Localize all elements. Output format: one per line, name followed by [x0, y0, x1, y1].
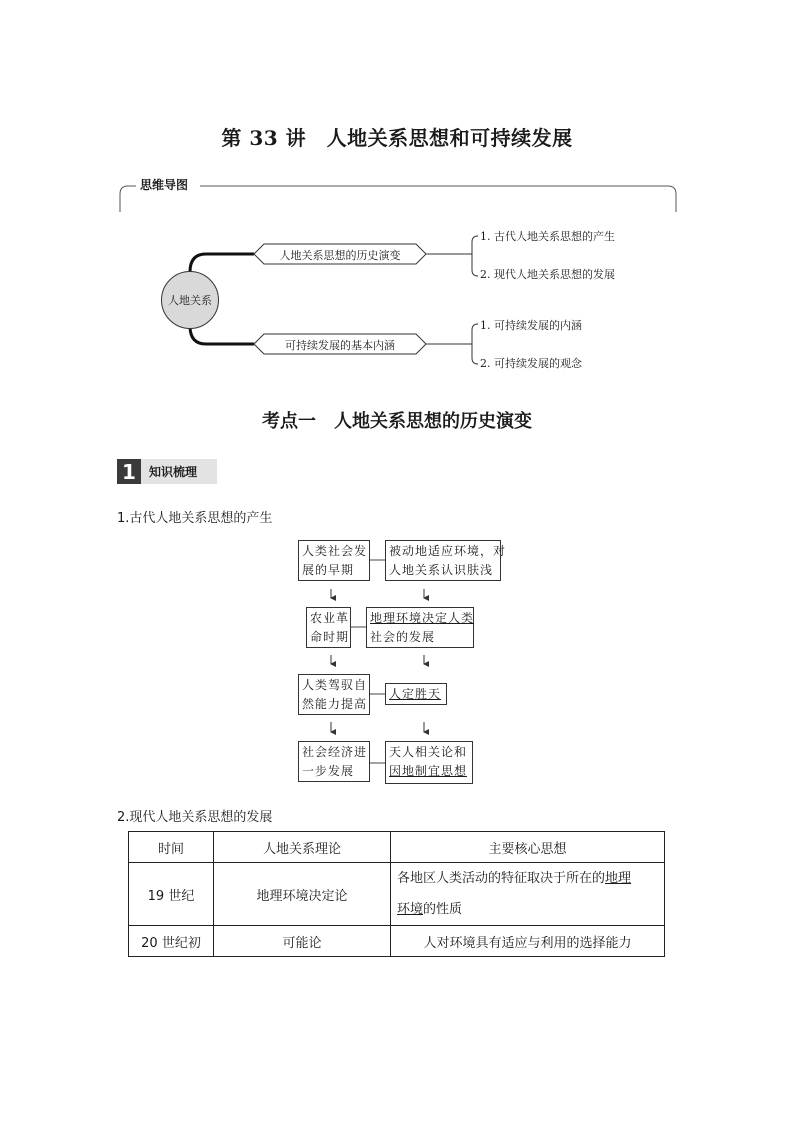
table-cell: 可能论	[214, 926, 391, 957]
branch-label-sustain: 可持续发展的基本内涵	[285, 338, 395, 352]
table-header: 时间	[129, 832, 214, 863]
mindmap-center: 人地关系	[161, 271, 219, 329]
leaf-item: 1. 可持续发展的内涵	[480, 319, 582, 332]
page-title: 第 33 讲 人地关系思想和可持续发展	[221, 126, 573, 150]
flow-right-box: 人定胜天	[385, 683, 447, 705]
flow-right-box: 地理环境决定人类 社会的发展	[366, 607, 474, 648]
table-cell: 20 世纪初	[129, 926, 214, 957]
flow-left-box: 社会经济进 一步发展	[298, 741, 370, 782]
table-row	[129, 863, 665, 926]
part1-heading: 1.古代人地关系思想的产生	[117, 511, 273, 526]
table-cell: 19 世纪	[129, 863, 214, 926]
section-badge-text: 知识梳理	[141, 459, 217, 484]
part2-heading: 2.现代人地关系思想的发展	[117, 810, 273, 825]
thought-table	[128, 831, 665, 957]
flow-left-box: 人类社会发 展的早期	[298, 540, 370, 581]
branch-label-history: 人地关系思想的历史演变	[279, 248, 401, 262]
flow-right-box: 被动地适应环境，对 人地关系认识肤浅	[385, 540, 501, 581]
flow-right-box: 天人相关论和 因地制宜思想	[385, 741, 473, 784]
leaf-item: 2. 现代人地关系思想的发展	[480, 268, 615, 281]
flow-left-box: 人类驾驭自 然能力提高	[298, 674, 370, 715]
table-header: 主要核心思想	[391, 832, 665, 863]
table-cell: 人对环境具有适应与利用的选择能力	[391, 926, 665, 957]
leaf-item: 2. 可持续发展的观念	[480, 357, 582, 370]
mindmap-label: 思维导图	[136, 176, 192, 193]
table-row	[129, 926, 665, 957]
table-cell: 各地区人类活动的特征取决于所在的地理 环境的性质	[391, 863, 665, 926]
flow-left-box: 农业革 命时期	[306, 607, 351, 648]
section-badge-number: 1	[117, 459, 141, 484]
table-header: 人地关系理论	[214, 832, 391, 863]
leaf-item: 1. 古代人地关系思想的产生	[480, 230, 615, 243]
table-header-row	[129, 832, 665, 863]
section-title: 考点一 人地关系思想的历史演变	[262, 411, 532, 432]
table-cell: 地理环境决定论	[214, 863, 391, 926]
